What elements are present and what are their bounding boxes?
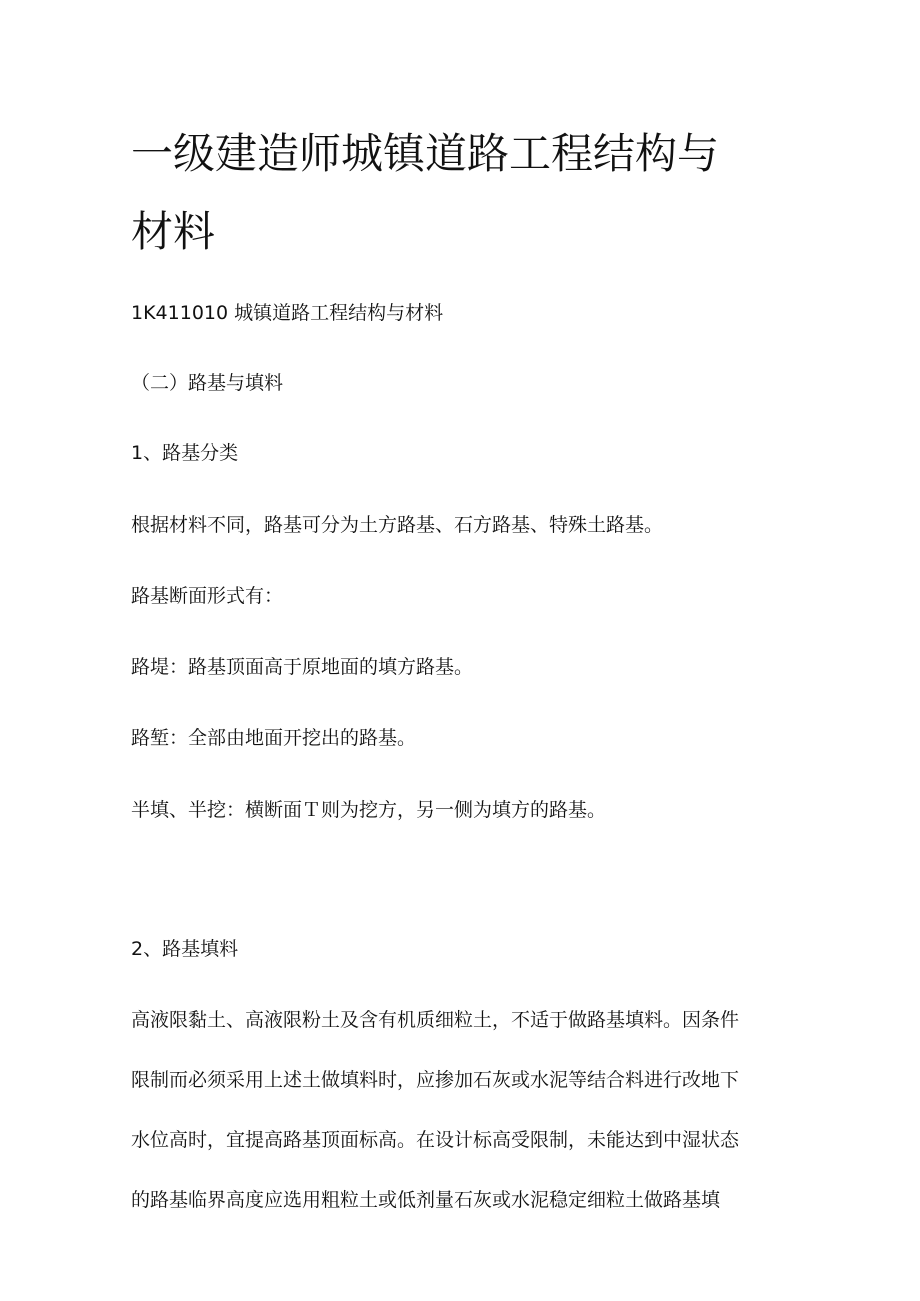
paragraph-line: 高液限黏土、高液限粉土及含有机质细粒土，不适于做路基填料。因条件 <box>131 1009 740 1031</box>
paragraph-material-types: 根据材料不同，路基可分为土方路基、石方路基、特殊土路基。 <box>131 514 664 536</box>
document-title-line-1: 一级建造师城镇道路工程结构与 <box>131 129 720 178</box>
section-code-heading: 1K411010 城镇道路工程结构与材料 <box>131 302 444 324</box>
heading-road-base-classification: 1、路基分类 <box>131 442 239 464</box>
paragraph-line: 水位高时，宜提高路基顶面标高。在设计标高受限制，未能达到中湿状态 <box>131 1129 740 1151</box>
subsection-heading: （二）路基与填料 <box>131 372 284 394</box>
paragraph-cutting: 路堑：全部由地面开挖出的路基。 <box>131 727 417 749</box>
paragraph-section-forms: 路基断面形式有： <box>131 585 284 607</box>
paragraph-line: 的路基临界高度应选用粗粒土或低剂量石灰或水泥稳定细粒土做路基填 <box>131 1189 721 1211</box>
paragraph-fill-materials <box>131 1008 781 1248</box>
document-title-line-2: 材料 <box>131 207 216 256</box>
paragraph-half-fill-half-cut: 半填、半挖：横断面Ｔ则为挖方，另一侧为填方的路基。 <box>131 799 607 821</box>
paragraph-line: 限制而必须采用上述土做填料时，应掺加石灰或水泥等结合料进行改地下 <box>131 1069 740 1091</box>
paragraph-embankment: 路堤：路基顶面高于原地面的填方路基。 <box>131 656 474 678</box>
heading-road-base-fill: 2、路基填料 <box>131 938 239 960</box>
